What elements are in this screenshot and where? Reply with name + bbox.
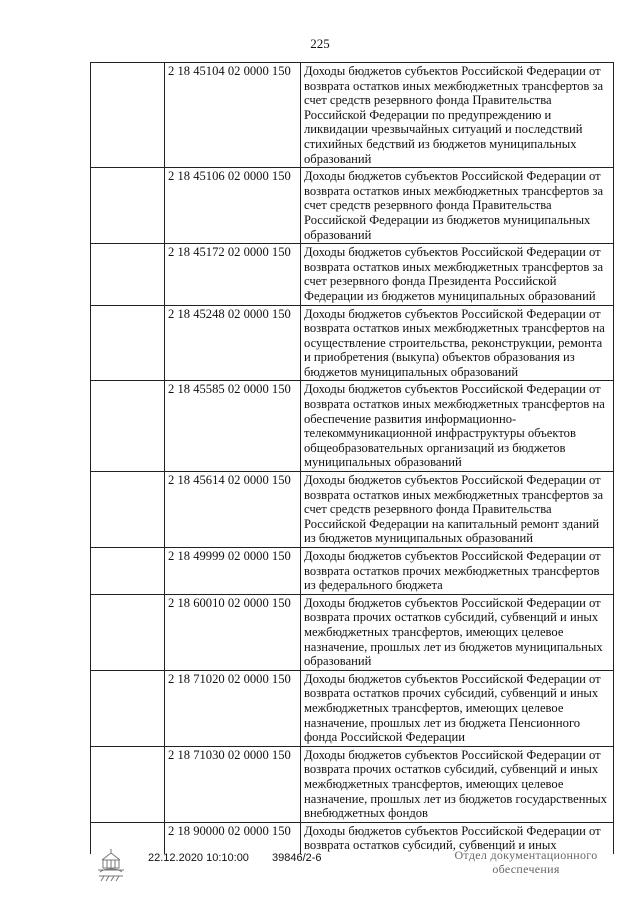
table-row: [91, 746, 614, 822]
row-empty-cell: [91, 381, 165, 472]
row-empty-cell: [91, 244, 165, 305]
table-row: [91, 381, 614, 472]
table-row: [91, 548, 614, 595]
table-row: [91, 244, 614, 305]
description-cell: Доходы бюджетов субъектов Российской Федерации от возврата остатков иных межбюджетных трансфертов за счет средств резервного фонда Правительства Российской Федерации по предупреждению и ликвидации чрезвычайных ситуаций и последствий стихийных бедствий из бюджетов муниципальных образований: [301, 63, 614, 168]
budget-code-cell: 2 18 45614 02 0000 150: [165, 472, 301, 548]
budget-code-cell: 2 18 60010 02 0000 150: [165, 594, 301, 670]
table-row: [91, 63, 614, 168]
budget-code-cell: 2 18 71020 02 0000 150: [165, 670, 301, 746]
budget-code-cell: 2 18 45106 02 0000 150: [165, 168, 301, 244]
row-empty-cell: [91, 548, 165, 595]
table-row: [91, 594, 614, 670]
row-empty-cell: [91, 168, 165, 244]
emblem-seal-icon: [90, 846, 132, 888]
description-cell: Доходы бюджетов субъектов Российской Федерации от возврата прочих остатков субсидий, субвенций и иных межбюджетных трансфертов, имеющих целевое назначение, прошлых лет из бюджетов муниципальных образований: [301, 594, 614, 670]
description-cell: Доходы бюджетов субъектов Российской Федерации от возврата остатков иных межбюджетных трансфертов за счет средств резервного фонда Правительства Российской Федерации из бюджетов муниципальных образований: [301, 168, 614, 244]
budget-code-cell: 2 18 45585 02 0000 150: [165, 381, 301, 472]
department-line-1: Отдел документационного: [454, 848, 598, 862]
description-cell: Доходы бюджетов субъектов Российской Федерации от возврата остатков иных межбюджетных трансфертов на осуществление строительства, реконструкции, ремонта и приобретения (выкупа) объектов образования из бюджетов муниципальных образований: [301, 305, 614, 381]
budget-code-cell: 2 18 45104 02 0000 150: [165, 63, 301, 168]
description-cell: Доходы бюджетов субъектов Российской Федерации от возврата остатков иных межбюджетных трансфертов за счет средств резервного фонда Правительства Российской Федерации на капитальный ремонт зданий из бюджетов муниципальных образований: [301, 472, 614, 548]
description-cell: Доходы бюджетов субъектов Российской Федерации от возврата остатков иных межбюджетных трансфертов за счет резервного фонда Президента Российской Федерации из бюджетов муниципальных образований: [301, 244, 614, 305]
budget-code-cell: 2 18 49999 02 0000 150: [165, 548, 301, 595]
budget-code-cell: 2 18 45248 02 0000 150: [165, 305, 301, 381]
budget-code-cell: 2 18 71030 02 0000 150: [165, 746, 301, 822]
row-empty-cell: [91, 670, 165, 746]
row-empty-cell: [91, 63, 165, 168]
row-empty-cell: [91, 472, 165, 548]
table-row: [91, 670, 614, 746]
description-cell: Доходы бюджетов субъектов Российской Федерации от возврата остатков субсидий, субвенций и иных: [301, 822, 614, 854]
description-cell: Доходы бюджетов субъектов Российской Федерации от возврата остатков прочих межбюджетных трансфертов из федерального бюджета: [301, 548, 614, 595]
page-footer: [0, 846, 640, 896]
footer-doc-number: 39846/2-6: [272, 852, 322, 864]
budget-code-cell: 2 18 45172 02 0000 150: [165, 244, 301, 305]
budget-code-cell: 2 18 90000 02 0000 150: [165, 822, 301, 854]
page-number: 225: [310, 36, 330, 51]
description-cell: Доходы бюджетов субъектов Российской Федерации от возврата прочих остатков субсидий, субвенций и иных межбюджетных трансфертов, имеющих целевое назначение, прошлых лет из бюджетов государственных внебюджетных фондов: [301, 746, 614, 822]
table-row: [91, 472, 614, 548]
footer-department-stamp: [446, 848, 606, 876]
table-row: [91, 305, 614, 381]
table-row: [91, 168, 614, 244]
row-empty-cell: [91, 746, 165, 822]
row-empty-cell: [91, 305, 165, 381]
budget-codes-table: [90, 62, 614, 854]
description-cell: Доходы бюджетов субъектов Российской Федерации от возврата остатков прочих субсидий, субвенций и иных межбюджетных трансфертов, имеющих целевое назначение, прошлых лет из бюджета Пенсионного фонда Российской Федерации: [301, 670, 614, 746]
department-line-2: обеспечения: [492, 862, 560, 876]
row-empty-cell: [91, 594, 165, 670]
footer-date: 22.12.2020 10:10:00: [148, 852, 249, 864]
description-cell: Доходы бюджетов субъектов Российской Федерации от возврата остатков иных межбюджетных трансфертов на обеспечение развития информационно-телекоммуникационной инфраструктуры объектов общеобразовательных организаций из бюджетов муниципальных образований: [301, 381, 614, 472]
